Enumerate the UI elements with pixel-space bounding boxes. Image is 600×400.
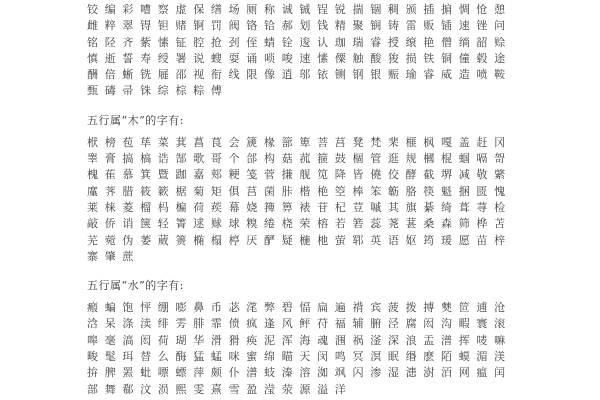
section-metal-list-continued: [87, 2, 527, 100]
char-row: 甄碡帚铢综棕粽傅: [87, 84, 229, 98]
char-row: 睾膏搞槁诰郜歌哥个郃构菇菰箍鼓棝管逛规槶棍蝈嗝哿: [87, 152, 512, 166]
section-header: 五行属“水”的字有:: [87, 279, 184, 293]
char-row: 铭陉齐紫愫钲腔抢刭侄蜻铨逡认珈瑞睿授缞艳僧绱韶赊: [87, 35, 512, 49]
char-row: 酬倍蜥铣屣邵视衔线限像逍邬铱铡钢银赈瑜睿威造喷鞍: [87, 68, 512, 82]
char-row: 雌粹翠锝钽赌锕罚阀铬铪郝划钱精聚锎铸雷贩锸速锉问: [87, 19, 512, 33]
section-wood-list: [87, 113, 527, 265]
section-water-list: [87, 278, 527, 398]
char-row: 拚脾罴蚍嘌螵萍颇仆潽蚑溱溶洳飒闪渗湿漶澍洦网瘟闰: [87, 366, 512, 380]
char-row: 寨肇蔗: [87, 249, 141, 263]
char-row: 铰编彩嘈察虚保缮场厕称诚铖锃锐揣锢稠颁插掮惆怆憩: [87, 3, 512, 16]
char-row: 部舞郗汶涢熙雯熹雪盈滢荥源溢洋: [87, 382, 353, 396]
char-row: 畯髦珥替么酶猛蜢咪蜜绵瞄天闵鸣冥溟眠缗麽陌蟆湄渼: [87, 350, 512, 364]
section-header: 五行属“木”的字有:: [87, 113, 184, 127]
char-row: 廑荠腊筱簌椐菊矩俱莒菌胩楷栬箜棒笨簕胳筷魁捆匮愧: [87, 184, 512, 198]
char-row: 慎逝誓寿绶署说螋耍诵唢唆速愫僳触酸狻损铁铜僮毂途: [87, 51, 512, 65]
char-row: 瘢蝙饱怦绷嘭鼻币苾滗弊碧愊扁遍禙宾菠拨搏僰笸逋沧: [87, 301, 512, 315]
char-row: 芜菀伪萎葳箦椭榻楟厌酽疑椸杝萤郓英语妪筠瑗愿苗梓: [87, 233, 512, 247]
char-row: 槐萑慕箕暨跏嘉郏粳笺菅搛舰笕降皆僥佼酵截堺减敬綮: [87, 168, 512, 182]
char-row: 嗥毫滈闳荷瑚华滑猾痪泥浑海魂涠祸滏深浪盂潽挥唛嘛: [87, 333, 512, 347]
char-row: 敲侨诮箧轻箐逑赇球糗绻桡荣榕若箬蕊荛葚桑森筛桦苫: [87, 217, 512, 231]
char-row: 栿榜苞荜菜萁菖茛会篪椽篰箄菩莒凳梵棐榧枫嘎盖赶冈: [87, 135, 512, 149]
char-row: 莱梾菱榴杩楄荷蒺幕娆篺箅裱苷杞荳嘁其旗綦绮葺荨检: [87, 200, 512, 214]
char-row: 浛呆涤渎绯雱腓霏偾疯逢风鲆苻福辅腑泾腐闳沟睱寰滚: [87, 317, 512, 331]
